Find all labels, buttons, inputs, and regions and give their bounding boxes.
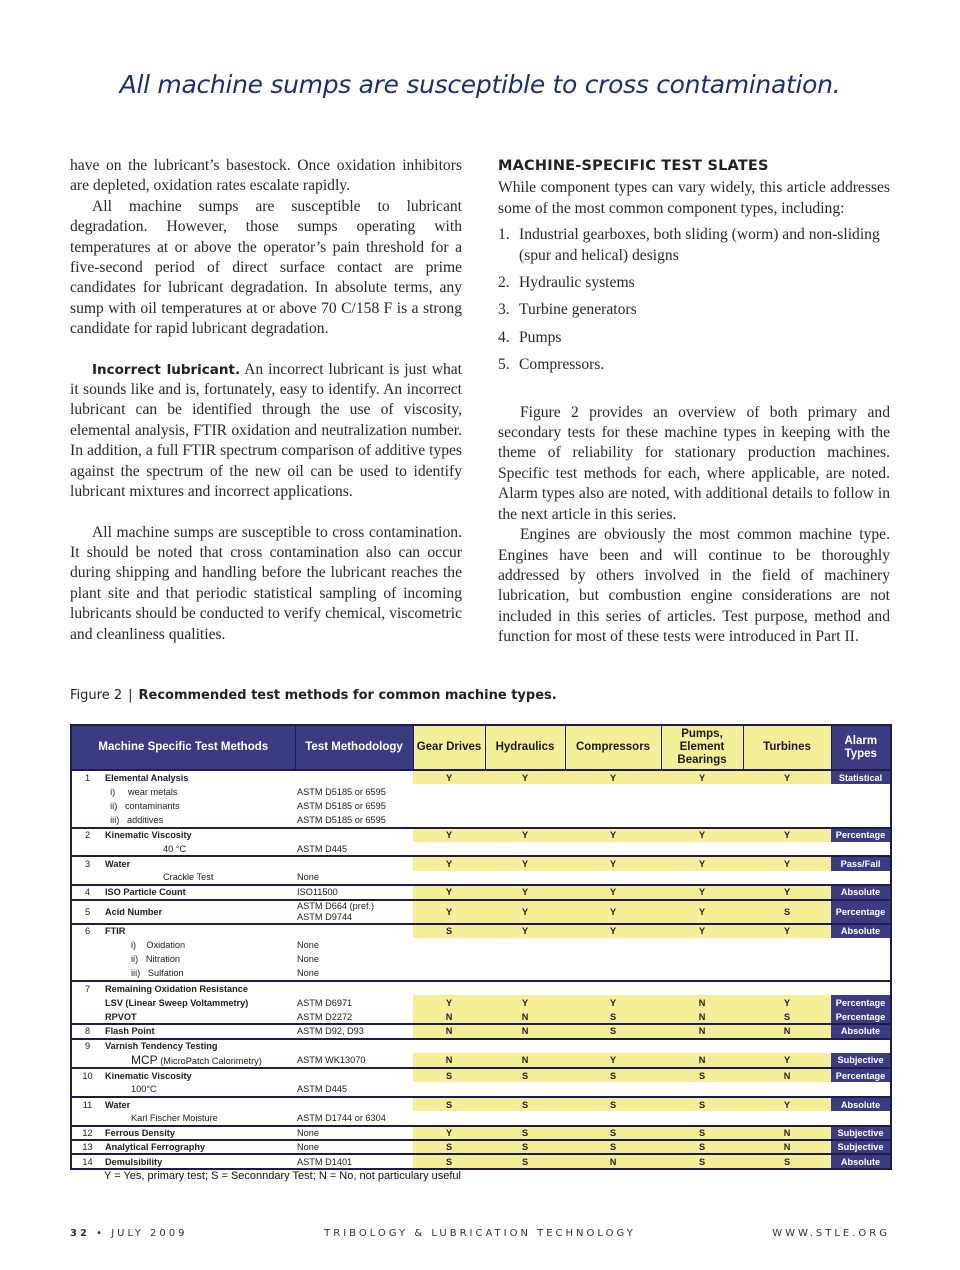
- alarm-type: Percentage: [831, 995, 891, 1009]
- header-methodology: Test Methodology: [295, 725, 413, 770]
- rating-cell: S: [743, 1154, 831, 1168]
- table-cell: [413, 967, 831, 981]
- test-method-cell: ASTM D445: [297, 843, 348, 854]
- row-number-cell: [71, 871, 103, 885]
- rating-cell: S: [565, 1024, 661, 1038]
- list-item: 5. Compressors.: [498, 356, 605, 374]
- table-cell: [831, 1082, 891, 1096]
- table-row: [71, 1126, 891, 1140]
- test-method-cell: ASTM D445: [297, 1084, 348, 1095]
- test-method-cell: ASTM D5185 or 6595: [297, 800, 386, 811]
- rating-cell: N: [661, 995, 743, 1009]
- alarm-type: Percentage: [831, 1068, 891, 1082]
- rating-cell: Y: [485, 856, 565, 870]
- table-cell: [831, 813, 891, 827]
- alarm-type: Statistical: [831, 770, 891, 784]
- test-name-cell: Crackle Test: [163, 872, 214, 883]
- table-cell: [831, 981, 891, 995]
- rating-cell: Y: [743, 828, 831, 842]
- rating-cell: Y: [413, 900, 485, 924]
- rating-cell: N: [413, 1024, 485, 1038]
- rating-cell: Y: [413, 770, 485, 784]
- section-heading: MACHINE-SPECIFIC TEST SLATES: [498, 158, 769, 174]
- alarm-type: Absolute: [831, 885, 891, 899]
- rating-cell: Y: [485, 900, 565, 924]
- alarm-type: Absolute: [831, 924, 891, 938]
- rating-cell: S: [485, 1140, 565, 1154]
- row-number-cell: [71, 1082, 103, 1096]
- header-compressors: Compressors: [565, 725, 661, 770]
- table-cell: [831, 784, 891, 798]
- rating-cell: N: [485, 1010, 565, 1024]
- header-hydraulics: Hydraulics: [485, 725, 565, 770]
- test-method-cell: ISO11500: [295, 885, 413, 899]
- rating-cell: Y: [485, 770, 565, 784]
- left-column: [70, 156, 462, 645]
- test-name-cell: Analytical Ferrography: [103, 1140, 295, 1154]
- test-method-cell: [295, 1097, 413, 1111]
- rating-cell: S: [565, 1068, 661, 1082]
- table-cell: [413, 784, 831, 798]
- test-name-cell: RPVOT: [105, 1011, 137, 1022]
- table-row: [71, 770, 891, 784]
- test-method-cell: [295, 981, 413, 995]
- rating-cell: N: [743, 1024, 831, 1038]
- test-method-cell: ASTM D664 (pref.) ASTM D9744: [295, 900, 413, 924]
- test-name-cell: Ferrous Density: [103, 1126, 295, 1140]
- rating-cell: Y: [413, 1126, 485, 1140]
- paragraph: Engines are obviously the most common machine type. Engines have been and will continue to be thoroughly addressed by others involved in the field of machinery lubrication, but combustion engine considerations are not included in this series of articles. Test purpose, method and function for most of these tests were introduced in Part II.: [498, 526, 890, 646]
- rating-cell: Y: [661, 885, 743, 899]
- table-row: [71, 1082, 891, 1096]
- test-method-cell: [295, 828, 413, 842]
- page-number: 32: [70, 1228, 90, 1239]
- test-method-cell: ASTM D2272: [297, 1011, 353, 1022]
- rating-cell: N: [661, 1053, 743, 1068]
- paragraph: have on the lubricant’s basestock. Once oxidation inhibitors are depleted, oxidation rates escalate rapidly.: [70, 157, 462, 195]
- rating-cell: Y: [565, 924, 661, 938]
- run-in-heading: Incorrect lubricant.: [92, 361, 241, 378]
- test-method-cell: ASTM WK13070: [297, 1055, 366, 1066]
- table-row: [71, 995, 891, 1009]
- row-number-cell: 9: [71, 1039, 103, 1053]
- rating-cell: Y: [661, 828, 743, 842]
- test-name-cell: LSV (Linear Sweep Voltammetry): [105, 997, 249, 1008]
- row-number-cell: 14: [71, 1154, 103, 1168]
- figure-label: Figure 2: [70, 688, 123, 703]
- component-list: [498, 225, 890, 375]
- rating-cell: S: [661, 1140, 743, 1154]
- test-method-cell: None: [297, 968, 319, 979]
- paragraph-text: An incorrect lubricant is just what it sounds like and is, fortunately, easy to identify. An incorrect lubricant can be identified through the use of viscosity, elemental analysis, FTIR oxidation and neutralization number. In addition, a full FTIR spectrum comparison of additive types against the spectrum of the new oil can be used to identify lubricant mixtures and incorrect applications.: [70, 360, 463, 501]
- rating-cell: Y: [743, 885, 831, 899]
- list-item: 3. Turbine generators: [498, 301, 637, 319]
- footer-bullet: •: [96, 1228, 106, 1239]
- test-method-cell: ASTM D1744 or 6304: [297, 1112, 386, 1123]
- table-cell: [413, 1111, 831, 1125]
- header-alarm-types: Alarm Types: [831, 725, 891, 770]
- rating-cell: Y: [743, 770, 831, 784]
- row-number-cell: 4: [71, 885, 103, 899]
- test-name-cell: Varnish Tendency Testing: [103, 1039, 295, 1053]
- rating-cell: Y: [661, 770, 743, 784]
- rating-cell: Y: [743, 856, 831, 870]
- test-method-cell: ASTM D5185 or 6595: [297, 786, 386, 797]
- table-row: [71, 885, 891, 899]
- rating-cell: S: [565, 1126, 661, 1140]
- test-name-cell: 100°C: [131, 1084, 157, 1095]
- list-item: 4. Pumps: [498, 328, 562, 346]
- rating-cell: Y: [743, 924, 831, 938]
- test-name-cell: FTIR: [103, 924, 295, 938]
- alarm-type: Percentage: [831, 900, 891, 924]
- alarm-type: Subjective: [831, 1126, 891, 1140]
- table-row: [71, 842, 891, 856]
- table-row: [71, 1010, 891, 1024]
- table-row: [71, 1111, 891, 1125]
- rating-cell: S: [413, 1097, 485, 1111]
- alarm-type: Percentage: [831, 828, 891, 842]
- table-cell: [413, 871, 831, 885]
- caption-separator: |: [128, 688, 133, 703]
- table-cell: [831, 938, 891, 952]
- table-cell: [831, 1111, 891, 1125]
- rating-cell: S: [413, 1154, 485, 1168]
- test-name-cell: Demulsibility: [103, 1154, 295, 1168]
- table-row: [71, 900, 891, 924]
- rating-cell: S: [485, 1154, 565, 1168]
- row-number-cell: 1: [71, 770, 103, 784]
- table-header-row: [71, 725, 891, 770]
- test-name-cell: Acid Number: [103, 900, 295, 924]
- rating-cell: S: [565, 1140, 661, 1154]
- issue-date: JULY 2009: [111, 1228, 188, 1239]
- rating-cell: N: [565, 1154, 661, 1168]
- rating-cell: S: [743, 900, 831, 924]
- test-method-cell: None: [297, 872, 319, 883]
- row-number-cell: [71, 813, 103, 827]
- rating-cell: Y: [485, 885, 565, 899]
- row-number-cell: 10: [71, 1068, 103, 1082]
- table-cell: [831, 1039, 891, 1053]
- rating-cell: Y: [565, 885, 661, 899]
- paragraph: Figure 2 provides an overview of both primary and secondary tests for these machine types in keeping with the theme of reliability for stationary production machines. Specific test methods for each, where applicable, are noted. Alarm types also are noted, with additional details to follow in the next article in this series.: [498, 403, 890, 523]
- table-cell: [413, 981, 831, 995]
- figure-caption: [70, 688, 557, 703]
- test-name-cell: i) Oxidation: [131, 940, 186, 951]
- row-number-cell: 7: [71, 981, 103, 995]
- table-row: [71, 1053, 891, 1068]
- table-row: [71, 981, 891, 995]
- table-row: [71, 967, 891, 981]
- test-name-cell: iii) Sulfation: [131, 968, 184, 979]
- table-cell: [831, 842, 891, 856]
- rating-cell: Y: [565, 770, 661, 784]
- list-item: 1. Industrial gearboxes, both sliding (worm) and non-sliding (spur and helical) designs: [498, 226, 880, 264]
- test-method-cell: ASTM D1401: [295, 1154, 413, 1168]
- rating-cell: S: [413, 924, 485, 938]
- header-gear-drives: Gear Drives: [413, 725, 485, 770]
- table-cell: [413, 799, 831, 813]
- rating-cell: N: [743, 1126, 831, 1140]
- table-cell: [831, 967, 891, 981]
- row-number-cell: [71, 799, 103, 813]
- test-name-cell: Karl Fischer Moisture: [131, 1112, 218, 1123]
- row-number-cell: 6: [71, 924, 103, 938]
- test-name-cell: Kinematic Viscosity: [103, 1068, 295, 1082]
- test-name-cell: ISO Particle Count: [103, 885, 295, 899]
- table-row: [71, 1068, 891, 1082]
- row-number-cell: 3: [71, 856, 103, 870]
- table-row: [71, 1039, 891, 1053]
- pull-quote: All machine sumps are susceptible to cross contamination.: [119, 70, 841, 99]
- rating-cell: Y: [743, 1053, 831, 1068]
- test-method-cell: [295, 1039, 413, 1053]
- footer-website: WWW.STLE.ORG: [772, 1228, 890, 1239]
- rating-cell: S: [661, 1068, 743, 1082]
- alarm-type: Pass/Fail: [831, 856, 891, 870]
- table-row: [71, 1024, 891, 1038]
- test-method-cell: [295, 770, 413, 784]
- test-method-cell: None: [295, 1126, 413, 1140]
- rating-cell: Y: [413, 885, 485, 899]
- table-cell: [413, 1082, 831, 1096]
- table-row: [71, 952, 891, 966]
- rating-cell: Y: [485, 924, 565, 938]
- row-number-cell: [71, 842, 103, 856]
- alarm-type: Subjective: [831, 1140, 891, 1154]
- rating-cell: S: [413, 1068, 485, 1082]
- row-number-cell: 2: [71, 828, 103, 842]
- rating-cell: Y: [661, 924, 743, 938]
- header-pumps: Pumps, Element Bearings: [661, 725, 743, 770]
- test-method-cell: ASTM D92, D93: [295, 1024, 413, 1038]
- alarm-type: Subjective: [831, 1053, 891, 1068]
- rating-cell: Y: [565, 1053, 661, 1068]
- test-name-cell: i) wear metals: [110, 786, 178, 797]
- alarm-type: Absolute: [831, 1154, 891, 1168]
- table-row: [71, 784, 891, 798]
- rating-cell: S: [661, 1126, 743, 1140]
- rating-cell: S: [485, 1097, 565, 1111]
- rating-cell: S: [661, 1154, 743, 1168]
- rating-cell: N: [743, 1140, 831, 1154]
- rating-cell: Y: [565, 995, 661, 1009]
- rating-cell: Y: [661, 900, 743, 924]
- rating-cell: Y: [413, 856, 485, 870]
- paragraph: All machine sumps are susceptible to lubricant degradation. However, those sumps operating with temperatures at or above the operator’s pain threshold for a five-second period of direct surface contact are prime candidates for lubricant degradation. In absolute terms, any sump with oil temperatures at or above 70 C/158 F is a strong candidate for rapid lubricant degradation.: [70, 197, 462, 338]
- row-number-cell: [71, 1053, 103, 1068]
- table-row: [71, 828, 891, 842]
- row-number-cell: [71, 967, 103, 981]
- table-cell: [413, 813, 831, 827]
- table-cell: [413, 952, 831, 966]
- rating-cell: N: [661, 1024, 743, 1038]
- list-item: 2. Hydraulic systems: [498, 274, 635, 292]
- table-row: [71, 871, 891, 885]
- rating-cell: N: [413, 1010, 485, 1024]
- test-name-cell: Elemental Analysis: [103, 770, 295, 784]
- row-number-cell: 12: [71, 1126, 103, 1140]
- rating-cell: Y: [661, 856, 743, 870]
- alarm-type: Absolute: [831, 1097, 891, 1111]
- table-cell: [831, 871, 891, 885]
- rating-cell: S: [485, 1068, 565, 1082]
- rating-cell: S: [413, 1140, 485, 1154]
- figure-title: Recommended test methods for common machine types.: [138, 688, 557, 703]
- rating-cell: Y: [743, 995, 831, 1009]
- test-method-cell: ASTM D5185 or 6595: [297, 814, 386, 825]
- table-cell: [831, 952, 891, 966]
- rating-cell: Y: [565, 900, 661, 924]
- row-number-cell: [71, 1010, 103, 1024]
- rating-cell: N: [743, 1068, 831, 1082]
- test-name-cell: Water: [103, 1097, 295, 1111]
- paragraph: While component types can vary widely, this article addresses some of the most common component types, including:: [498, 179, 890, 217]
- test-name-cell: Flash Point: [103, 1024, 295, 1038]
- rating-cell: N: [485, 1024, 565, 1038]
- header-methods: Machine Specific Test Methods: [71, 725, 295, 770]
- table-row: [71, 924, 891, 938]
- row-number-cell: [71, 952, 103, 966]
- header-turbines: Turbines: [743, 725, 831, 770]
- test-name-cell: Water: [103, 856, 295, 870]
- alarm-type: Absolute: [831, 1024, 891, 1038]
- table-cell: [413, 842, 831, 856]
- test-method-cell: [295, 1068, 413, 1082]
- rating-cell: S: [565, 1010, 661, 1024]
- rating-cell: N: [413, 1053, 485, 1068]
- right-column: [498, 156, 890, 648]
- rating-cell: S: [485, 1126, 565, 1140]
- rating-cell: S: [743, 1010, 831, 1024]
- table-cell: [413, 938, 831, 952]
- test-name-cell: MCP (MicroPatch Calorimetry): [131, 1053, 262, 1068]
- table-row: [71, 1140, 891, 1154]
- test-method-cell: None: [295, 1140, 413, 1154]
- test-name-cell: Remaining Oxidation Resistance: [103, 981, 295, 995]
- rating-cell: Y: [413, 995, 485, 1009]
- test-name-cell: ii) Nitration: [131, 954, 181, 965]
- row-number-cell: 13: [71, 1140, 103, 1154]
- table-row: [71, 1097, 891, 1111]
- alarm-type: Percentage: [831, 1010, 891, 1024]
- paragraph-incorrect-lubricant: [70, 360, 462, 503]
- row-number-cell: [71, 784, 103, 798]
- row-number-cell: [71, 995, 103, 1009]
- row-number-cell: [71, 938, 103, 952]
- rating-cell: Y: [413, 828, 485, 842]
- rating-cell: Y: [565, 828, 661, 842]
- rating-cell: S: [661, 1097, 743, 1111]
- table-legend: Y = Yes, primary test; S = Seconndary Test; N = No, not particulary useful: [104, 1169, 461, 1182]
- test-method-cell: None: [297, 940, 319, 951]
- table-cell: [831, 799, 891, 813]
- table-row: [71, 1154, 891, 1168]
- footer-magazine: TRIBOLOGY & LUBRICATION TECHNOLOGY: [324, 1228, 636, 1239]
- rating-cell: Y: [485, 995, 565, 1009]
- test-method-cell: [295, 924, 413, 938]
- paragraph: All machine sumps are susceptible to cross contamination. It should be noted that cross contamination also can occur during shipping and handling before the lubricant reaches the plant site and that periodic statistical sampling of incoming lubricants should be conducted to verify chemical, viscometric and cleanliness qualities.: [70, 523, 462, 643]
- table-row: [71, 813, 891, 827]
- table-row: [71, 799, 891, 813]
- test-name-cell: iii) additives: [110, 814, 164, 825]
- rating-cell: Y: [743, 1097, 831, 1111]
- table-row: [71, 856, 891, 870]
- test-name-cell: ii) contaminants: [110, 800, 180, 811]
- test-methods-table: [70, 724, 890, 1182]
- table-cell: [413, 1039, 831, 1053]
- rating-cell: N: [661, 1010, 743, 1024]
- row-number-cell: [71, 1111, 103, 1125]
- rating-cell: Y: [485, 828, 565, 842]
- rating-cell: N: [485, 1053, 565, 1068]
- table-row: [71, 938, 891, 952]
- row-number-cell: 8: [71, 1024, 103, 1038]
- row-number-cell: 11: [71, 1097, 103, 1111]
- test-method-cell: [295, 856, 413, 870]
- rating-cell: Y: [565, 856, 661, 870]
- test-method-cell: None: [297, 954, 319, 965]
- test-method-cell: ASTM D6971: [297, 997, 353, 1008]
- rating-cell: S: [565, 1097, 661, 1111]
- test-name-cell: 40 °C: [163, 843, 187, 854]
- row-number-cell: 5: [71, 900, 103, 924]
- test-name-cell: Kinematic Viscosity: [103, 828, 295, 842]
